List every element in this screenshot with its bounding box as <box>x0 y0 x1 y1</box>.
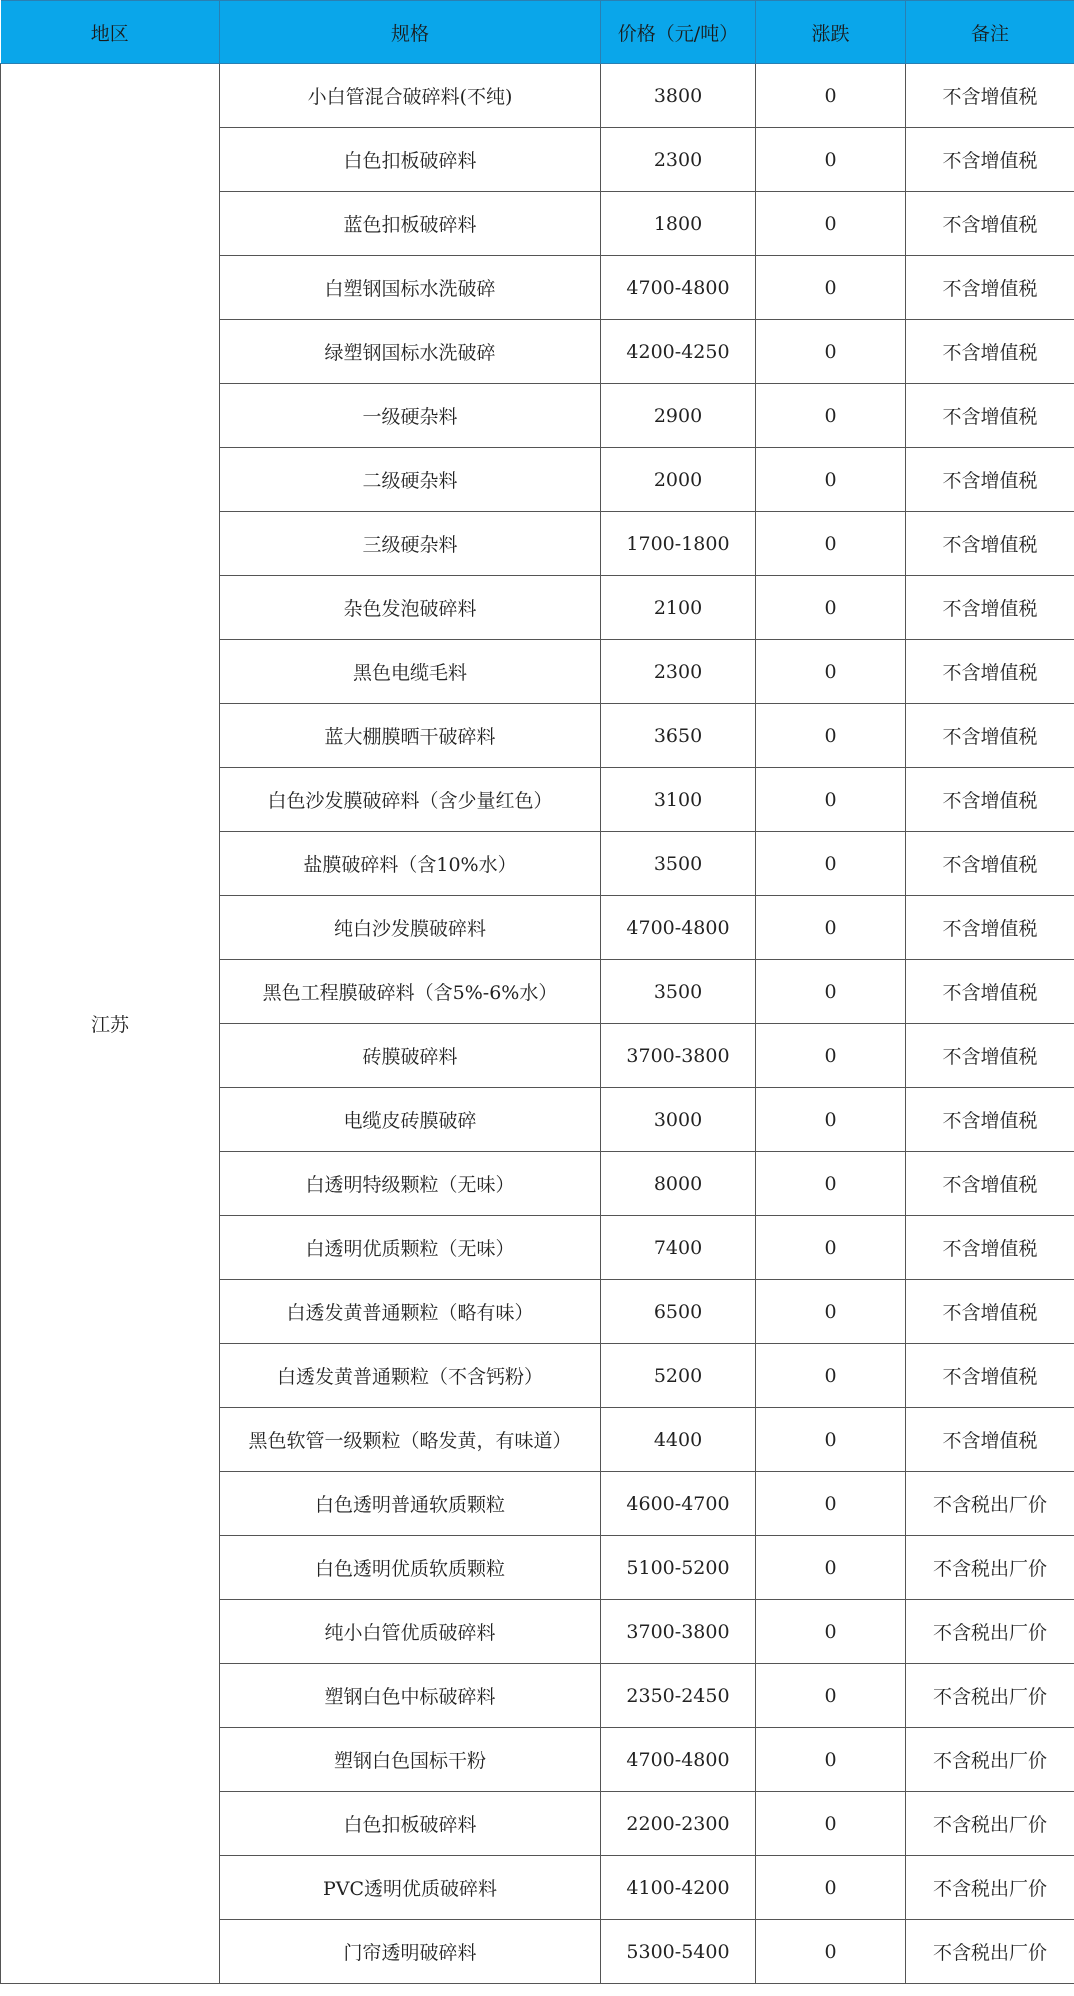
spec-cell: 白色扣板破碎料 <box>220 1792 601 1856</box>
price-cell: 4700-4800 <box>601 256 756 320</box>
spec-cell: 蓝大棚膜晒干破碎料 <box>220 704 601 768</box>
note-cell: 不含增值税 <box>906 256 1074 320</box>
change-cell: 0 <box>756 1216 906 1280</box>
change-cell: 0 <box>756 1152 906 1216</box>
spec-cell: 纯白沙发膜破碎料 <box>220 896 601 960</box>
price-cell: 4700-4800 <box>601 896 756 960</box>
header-region: 地区 <box>1 1 220 64</box>
change-cell: 0 <box>756 640 906 704</box>
spec-cell: 白透明特级颗粒（无味） <box>220 1152 601 1216</box>
price-cell: 4600-4700 <box>601 1472 756 1536</box>
note-cell: 不含税出厂价 <box>906 1856 1074 1920</box>
note-cell: 不含税出厂价 <box>906 1536 1074 1600</box>
price-cell: 7400 <box>601 1216 756 1280</box>
price-cell: 2200-2300 <box>601 1792 756 1856</box>
change-cell: 0 <box>756 1536 906 1600</box>
price-cell: 3500 <box>601 832 756 896</box>
change-cell: 0 <box>756 704 906 768</box>
change-cell: 0 <box>756 1856 906 1920</box>
spec-cell: 一级硬杂料 <box>220 384 601 448</box>
price-cell: 1800 <box>601 192 756 256</box>
change-cell: 0 <box>756 512 906 576</box>
change-cell: 0 <box>756 1728 906 1792</box>
price-cell: 2300 <box>601 128 756 192</box>
change-cell: 0 <box>756 1664 906 1728</box>
price-cell: 2350-2450 <box>601 1664 756 1728</box>
price-cell: 1700-1800 <box>601 512 756 576</box>
note-cell: 不含增值税 <box>906 192 1074 256</box>
change-cell: 0 <box>756 1920 906 1984</box>
spec-cell: 蓝色扣板破碎料 <box>220 192 601 256</box>
spec-cell: 白色沙发膜破碎料（含少量红色） <box>220 768 601 832</box>
header-note: 备注 <box>906 1 1074 64</box>
price-cell: 3650 <box>601 704 756 768</box>
spec-cell: 砖膜破碎料 <box>220 1024 601 1088</box>
region-cell: 江苏 <box>1 64 220 1984</box>
change-cell: 0 <box>756 128 906 192</box>
note-cell: 不含增值税 <box>906 1024 1074 1088</box>
price-cell: 3000 <box>601 1088 756 1152</box>
header-spec: 规格 <box>220 1 601 64</box>
spec-cell: 白透发黄普通颗粒（略有味） <box>220 1280 601 1344</box>
spec-cell: 白透明优质颗粒（无味） <box>220 1216 601 1280</box>
price-cell: 3700-3800 <box>601 1024 756 1088</box>
note-cell: 不含税出厂价 <box>906 1600 1074 1664</box>
change-cell: 0 <box>756 320 906 384</box>
change-cell: 0 <box>756 960 906 1024</box>
spec-cell: 白色透明优质软质颗粒 <box>220 1536 601 1600</box>
spec-cell: 塑钢白色国标干粉 <box>220 1728 601 1792</box>
note-cell: 不含增值税 <box>906 640 1074 704</box>
price-cell: 5100-5200 <box>601 1536 756 1600</box>
spec-cell: 绿塑钢国标水洗破碎 <box>220 320 601 384</box>
note-cell: 不含增值税 <box>906 576 1074 640</box>
note-cell: 不含增值税 <box>906 1216 1074 1280</box>
spec-cell: 白色透明普通软质颗粒 <box>220 1472 601 1536</box>
price-cell: 3800 <box>601 64 756 128</box>
spec-cell: 杂色发泡破碎料 <box>220 576 601 640</box>
change-cell: 0 <box>756 896 906 960</box>
price-cell: 3100 <box>601 768 756 832</box>
change-cell: 0 <box>756 1280 906 1344</box>
note-cell: 不含税出厂价 <box>906 1792 1074 1856</box>
spec-cell: 白透发黄普通颗粒（不含钙粉） <box>220 1344 601 1408</box>
price-cell: 5300-5400 <box>601 1920 756 1984</box>
price-cell: 5200 <box>601 1344 756 1408</box>
note-cell: 不含增值税 <box>906 896 1074 960</box>
note-cell: 不含增值税 <box>906 64 1074 128</box>
change-cell: 0 <box>756 1344 906 1408</box>
spec-cell: 电缆皮砖膜破碎 <box>220 1088 601 1152</box>
change-cell: 0 <box>756 1024 906 1088</box>
note-cell: 不含税出厂价 <box>906 1472 1074 1536</box>
spec-cell: PVC透明优质破碎料 <box>220 1856 601 1920</box>
change-cell: 0 <box>756 1792 906 1856</box>
note-cell: 不含增值税 <box>906 128 1074 192</box>
note-cell: 不含增值税 <box>906 448 1074 512</box>
price-cell: 3500 <box>601 960 756 1024</box>
note-cell: 不含增值税 <box>906 320 1074 384</box>
price-cell: 2900 <box>601 384 756 448</box>
note-cell: 不含增值税 <box>906 1280 1074 1344</box>
table-row <box>1 64 1074 128</box>
price-cell: 4100-4200 <box>601 1856 756 1920</box>
price-cell: 2100 <box>601 576 756 640</box>
note-cell: 不含税出厂价 <box>906 1728 1074 1792</box>
note-cell: 不含税出厂价 <box>906 1664 1074 1728</box>
price-cell: 8000 <box>601 1152 756 1216</box>
note-cell: 不含增值税 <box>906 1088 1074 1152</box>
change-cell: 0 <box>756 1472 906 1536</box>
note-cell: 不含增值税 <box>906 704 1074 768</box>
price-cell: 2000 <box>601 448 756 512</box>
spec-cell: 白塑钢国标水洗破碎 <box>220 256 601 320</box>
spec-cell: 塑钢白色中标破碎料 <box>220 1664 601 1728</box>
note-cell: 不含增值税 <box>906 768 1074 832</box>
note-cell: 不含增值税 <box>906 1344 1074 1408</box>
table-body <box>1 64 1074 1984</box>
spec-cell: 白色扣板破碎料 <box>220 128 601 192</box>
spec-cell: 纯小白管优质破碎料 <box>220 1600 601 1664</box>
price-cell: 6500 <box>601 1280 756 1344</box>
note-cell: 不含增值税 <box>906 512 1074 576</box>
change-cell: 0 <box>756 1088 906 1152</box>
note-cell: 不含增值税 <box>906 960 1074 1024</box>
price-cell: 4700-4800 <box>601 1728 756 1792</box>
spec-cell: 黑色电缆毛料 <box>220 640 601 704</box>
spec-cell: 三级硬杂料 <box>220 512 601 576</box>
change-cell: 0 <box>756 384 906 448</box>
note-cell: 不含增值税 <box>906 832 1074 896</box>
spec-cell: 黑色软管一级颗粒（略发黄，有味道） <box>220 1408 601 1472</box>
table-header <box>1 1 1074 64</box>
header-row <box>1 1 1074 64</box>
header-change: 涨跌 <box>756 1 906 64</box>
change-cell: 0 <box>756 576 906 640</box>
note-cell: 不含增值税 <box>906 384 1074 448</box>
price-cell: 3700-3800 <box>601 1600 756 1664</box>
spec-cell: 门帘透明破碎料 <box>220 1920 601 1984</box>
note-cell: 不含税出厂价 <box>906 1920 1074 1984</box>
price-cell: 4200-4250 <box>601 320 756 384</box>
spec-cell: 盐膜破碎料（含10%水） <box>220 832 601 896</box>
spec-cell: 黑色工程膜破碎料（含5%-6%水） <box>220 960 601 1024</box>
spec-cell: 二级硬杂料 <box>220 448 601 512</box>
change-cell: 0 <box>756 256 906 320</box>
spec-cell: 小白管混合破碎料(不纯) <box>220 64 601 128</box>
note-cell: 不含增值税 <box>906 1408 1074 1472</box>
header-price: 价格（元/吨） <box>601 1 756 64</box>
change-cell: 0 <box>756 768 906 832</box>
change-cell: 0 <box>756 64 906 128</box>
change-cell: 0 <box>756 832 906 896</box>
change-cell: 0 <box>756 192 906 256</box>
change-cell: 0 <box>756 1408 906 1472</box>
price-cell: 4400 <box>601 1408 756 1472</box>
price-cell: 2300 <box>601 640 756 704</box>
change-cell: 0 <box>756 1600 906 1664</box>
note-cell: 不含增值税 <box>906 1152 1074 1216</box>
change-cell: 0 <box>756 448 906 512</box>
